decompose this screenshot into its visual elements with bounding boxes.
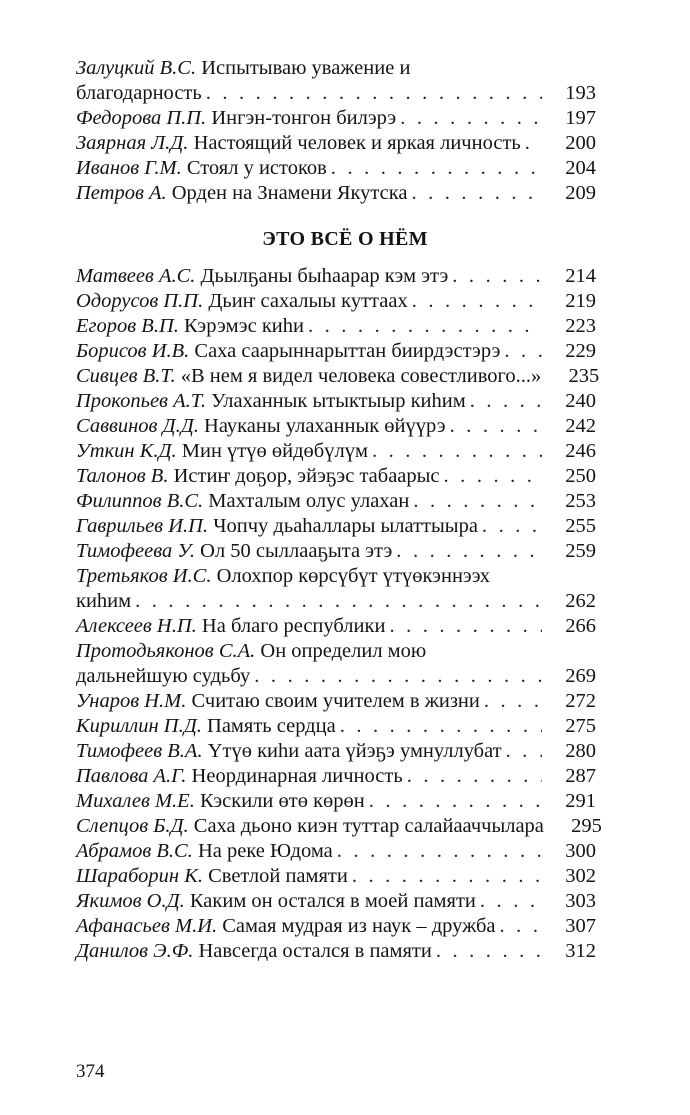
entry-author: Сивцев В.Т. (76, 365, 176, 387)
entry-page-number: 307 (565, 915, 596, 937)
entry-page-number: 200 (565, 132, 596, 154)
entry-title: Навсегда остался в памяти (198, 940, 432, 962)
toc-entry-line (76, 56, 596, 81)
toc-entry[interactable] (76, 714, 596, 739)
entry-author: Тимофеева У. (76, 540, 196, 562)
dot-leader (333, 839, 542, 864)
entry-author: Абрамов В.С. (76, 840, 193, 862)
toc-entry[interactable] (76, 439, 596, 464)
entry-title: Ингэн-тонгон билэрэ (211, 107, 397, 129)
entry-page-number: 246 (565, 440, 596, 462)
entry-author: Борисов И.В. (76, 340, 190, 362)
entry-author: Кириллин П.Д. (76, 715, 202, 737)
entry-title: На благо республики (201, 615, 386, 637)
entry-title: Мин үтүө өйдөбүлүм (181, 440, 368, 462)
toc-entry[interactable] (76, 289, 596, 314)
entry-author: Тимофеев В.А. (76, 740, 203, 762)
entry-page-number: 229 (565, 340, 596, 362)
dot-leader (521, 131, 542, 156)
entry-author: Протодьяконов С.А. (76, 640, 256, 662)
entry-title: Науканы улаханнык өйүүрэ (204, 415, 446, 437)
dot-leader (409, 489, 542, 514)
entry-title: Махталым олус улахан (208, 490, 410, 512)
entry-page-number: 235 (568, 365, 600, 387)
toc-entry[interactable] (76, 764, 596, 789)
toc-entry[interactable] (76, 514, 596, 539)
entry-page-number: 303 (565, 890, 596, 912)
page-number-footer: 374 (76, 1061, 105, 1082)
entry-title: Үтүө киһи аата үйэҕэ умнуллубат (207, 740, 502, 762)
toc-entry-line (76, 639, 596, 664)
entry-page-number: 250 (565, 465, 596, 487)
toc-entry[interactable] (76, 689, 596, 714)
dot-leader (440, 464, 542, 489)
entry-page-number: 223 (565, 315, 596, 337)
toc-entry[interactable] (76, 889, 596, 914)
toc-entry[interactable] (76, 81, 596, 106)
entry-title: Кэскили өтө көрөн (199, 790, 365, 812)
entry-author: Саввинов Д.Д. (76, 415, 199, 437)
toc-entry[interactable] (76, 156, 596, 181)
entry-author: Федорова П.П. (76, 107, 207, 129)
entry-author: Прокопьев А.Т. (76, 390, 206, 412)
dot-leader (385, 614, 542, 639)
dot-leader (392, 539, 542, 564)
entry-author: Алексеев Н.П. (76, 615, 197, 637)
entry-author: Третьяков И.С. (76, 565, 212, 587)
dot-leader (250, 664, 542, 689)
entry-author: Афанасьев М.И. (76, 915, 218, 937)
dot-leader (131, 589, 542, 614)
entry-page-number: 219 (565, 290, 596, 312)
entry-page-number: 291 (565, 790, 596, 812)
entry-page-number: 275 (565, 715, 596, 737)
toc-entry[interactable] (76, 414, 596, 439)
dot-leader (432, 939, 542, 964)
entry-page-number: 204 (565, 157, 596, 179)
dot-leader (365, 789, 542, 814)
toc-entry[interactable] (76, 106, 596, 131)
entry-title: Самая мудрая из наук – дружба (222, 915, 496, 937)
dot-leader (368, 439, 542, 464)
entry-author: Иванов Г.М. (76, 157, 182, 179)
dot-leader (496, 914, 542, 939)
dot-leader (304, 314, 542, 339)
entry-page-number: 262 (565, 590, 596, 612)
dot-leader (500, 339, 542, 364)
entry-title: Считаю своим учителем в жизни (191, 690, 480, 712)
entry-page-number: 255 (565, 515, 596, 537)
entry-page-number: 295 (571, 815, 602, 837)
entry-author: Уткин К.Д. (76, 440, 177, 462)
entry-author: Матвеев А.С. (76, 265, 196, 287)
toc-entry[interactable] (76, 539, 596, 564)
dot-leader (480, 689, 542, 714)
toc-entry[interactable] (76, 131, 596, 156)
entry-title: Испытываю уважение и (201, 57, 411, 79)
entry-title: Стоял у истоков (186, 157, 327, 179)
toc-entry[interactable] (76, 264, 596, 289)
entry-author: Якимов О.Д. (76, 890, 185, 912)
toc-entry[interactable] (76, 389, 596, 414)
toc-entry[interactable] (76, 864, 596, 889)
dot-leader (407, 181, 542, 206)
toc-entry[interactable] (76, 364, 600, 389)
entry-page-number: 266 (565, 615, 596, 637)
entry-title-continued: благодарность (76, 82, 202, 104)
dot-leader (336, 714, 542, 739)
entry-page-number: 197 (565, 107, 596, 129)
dot-leader (502, 739, 542, 764)
toc-section-1 (76, 56, 596, 206)
entry-title: «В нем я видел человека совестливого...» (180, 365, 542, 387)
dot-leader (396, 106, 542, 131)
entry-title: Кэрэмэс киһи (184, 315, 304, 337)
entry-title-continued: дальнейшую судьбу (76, 665, 251, 687)
section-heading: ЭТО ВСЁ О НЁМ (262, 228, 428, 250)
entry-author: Одорусов П.П. (76, 290, 204, 312)
toc-section-2 (76, 264, 602, 964)
entry-title: Память сердца (207, 715, 336, 737)
entry-title: Светлой памяти (208, 865, 348, 887)
entry-author: Залуцкий В.С. (76, 57, 197, 79)
entry-title: Дьиҥ сахалыы куттаах (208, 290, 408, 312)
entry-author: Данилов Э.Ф. (76, 940, 194, 962)
dot-leader (476, 889, 542, 914)
dot-leader (466, 389, 542, 414)
entry-author: Унаров Н.М. (76, 690, 187, 712)
toc-entry[interactable] (76, 339, 596, 364)
entry-title-continued: киһим (76, 590, 132, 612)
entry-page-number: 209 (565, 182, 596, 204)
entry-author: Павлова А.Г. (76, 765, 187, 787)
dot-leader (408, 289, 542, 314)
entry-page-number: 312 (565, 940, 596, 962)
entry-page-number: 287 (565, 765, 596, 787)
toc-entry[interactable] (76, 789, 596, 814)
entry-author: Заярная Л.Д. (76, 132, 189, 154)
entry-title: Олохпор көрсүбүт үтүөкэннээх (216, 565, 490, 587)
toc-entry[interactable] (76, 739, 596, 764)
toc-entry[interactable] (76, 489, 596, 514)
entry-author: Слепцов Б.Д. (76, 815, 189, 837)
dot-leader (446, 414, 542, 439)
entry-title: Каким он остался в моей памяти (189, 890, 476, 912)
toc-entry-line (76, 564, 596, 589)
toc-entry[interactable] (76, 181, 596, 206)
dot-leader (403, 764, 542, 789)
entry-author: Гаврильев И.П. (76, 515, 209, 537)
dot-leader (448, 264, 542, 289)
entry-title: Чопчу дьаһаллары ылаттыыра (213, 515, 478, 537)
entry-page-number: 214 (565, 265, 596, 287)
entry-page-number: 253 (565, 490, 596, 512)
entry-page-number: 302 (565, 865, 596, 887)
toc-entry[interactable] (76, 464, 596, 489)
dot-leader (348, 864, 542, 889)
toc-entry[interactable] (76, 589, 596, 614)
toc-entry[interactable] (76, 614, 596, 639)
dot-leader (478, 514, 542, 539)
dot-leader (202, 81, 542, 106)
entry-title: На реке Юдома (197, 840, 333, 862)
entry-title: Орден на Знамени Якутска (171, 182, 408, 204)
entry-author: Шараборин К. (76, 865, 203, 887)
entry-page-number: 193 (565, 82, 596, 104)
entry-title: Неординарная личность (191, 765, 403, 787)
entry-title: Улаханнык ытыктыыр киһим (211, 390, 466, 412)
entry-author: Талонов В. (76, 465, 169, 487)
entry-page-number: 280 (565, 740, 596, 762)
toc-entry[interactable] (76, 839, 596, 864)
toc-entry[interactable] (76, 814, 602, 839)
toc-entry[interactable] (76, 664, 596, 689)
entry-author: Егоров В.П. (76, 315, 179, 337)
entry-author: Филиппов В.С. (76, 490, 204, 512)
entry-page-number: 272 (565, 690, 596, 712)
entry-title: Истиҥ доҕор, эйэҕэс табаарыс (173, 465, 440, 487)
entry-page-number: 240 (565, 390, 596, 412)
dot-leader (327, 156, 542, 181)
entry-title: Ол 50 сыллааҕыта этэ (200, 540, 393, 562)
entry-title: Он определил мою (260, 640, 427, 662)
entry-title: Дьылҕаны быһаарар кэм этэ (200, 265, 449, 287)
entry-title: Саха дьоно киэн туттар салайааччылара (193, 815, 544, 837)
toc-entry[interactable] (76, 939, 596, 964)
entry-title: Настоящий человек и яркая личность (193, 132, 521, 154)
entry-title: Саха саарыннарыттан биирдэстэрэ (194, 340, 501, 362)
toc-entry[interactable] (76, 314, 596, 339)
entry-page-number: 259 (565, 540, 596, 562)
entry-author: Петров А. (76, 182, 167, 204)
toc-entry[interactable] (76, 914, 596, 939)
entry-page-number: 300 (565, 840, 596, 862)
entry-page-number: 242 (565, 415, 596, 437)
entry-page-number: 269 (565, 665, 596, 687)
entry-author: Михалев М.Е. (76, 790, 195, 812)
